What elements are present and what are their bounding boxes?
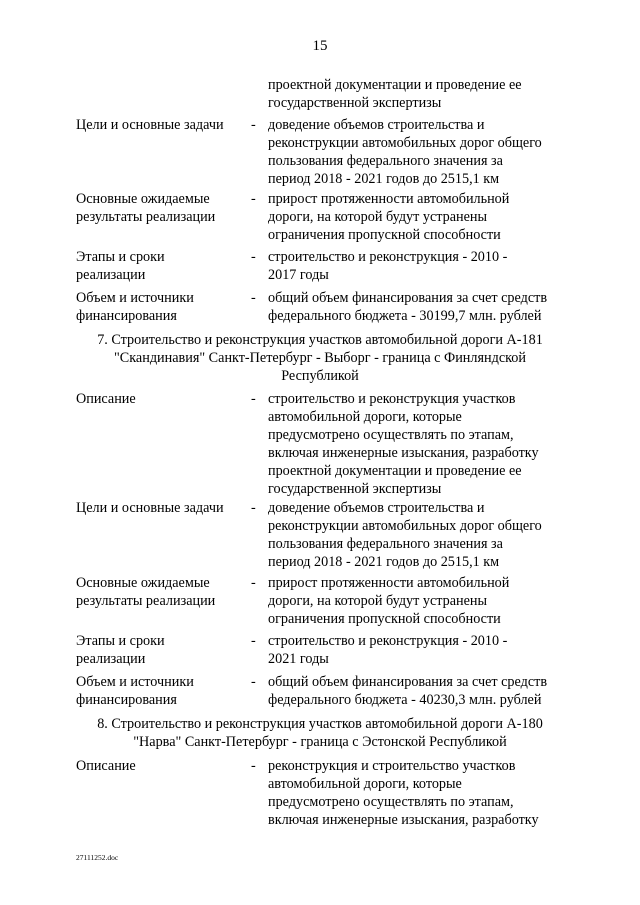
label-line: Этапы и сроки: [76, 249, 165, 265]
label-line: Описание: [76, 391, 136, 407]
value-line: прирост протяженности автомобильной: [268, 191, 510, 207]
label-line: реализации: [76, 267, 146, 283]
field-dash: -: [251, 391, 256, 407]
value-line: общий объем финансирования за счет средств: [268, 674, 548, 690]
value-line: реконструкции автомобильных дорог общего: [268, 518, 542, 534]
field-value: [268, 632, 588, 668]
value-line: общий объем финансирования за счет средств: [268, 290, 548, 306]
value-line: строительство и реконструкция участков: [268, 391, 516, 407]
value-line: реконструкция и строительство участков: [268, 758, 516, 774]
label-line: Цели и основные задачи: [76, 117, 224, 133]
label-line: реализации: [76, 651, 146, 667]
label-line: финансирования: [76, 692, 177, 708]
document-filename: 27111252.doc: [76, 853, 119, 862]
field-dash: -: [251, 290, 256, 306]
label-line: Объем и источники: [76, 674, 194, 690]
field-dash: -: [251, 117, 256, 133]
heading-line: Республикой: [281, 368, 359, 384]
heading-line: 8. Строительство и реконструкция участков автомобильной дороги А-180: [97, 716, 543, 732]
value-line: автомобильной дороги, которые: [268, 409, 462, 425]
value-line: дороги, на которой будут устранены: [268, 209, 488, 225]
value-line: 2021 годы: [268, 651, 329, 667]
field-value: [268, 390, 588, 498]
field-dash: -: [251, 575, 256, 591]
label-line: Этапы и сроки: [76, 633, 165, 649]
field-label: [76, 390, 248, 408]
label-line: результаты реализации: [76, 593, 216, 609]
value-line: реконструкции автомобильных дорог общего: [268, 135, 542, 151]
label-line: Описание: [76, 758, 136, 774]
field-value: [268, 499, 588, 571]
field-label: [76, 574, 248, 610]
value-line: строительство и реконструкция - 2010 -: [268, 249, 508, 265]
value-line: автомобильной дороги, которые: [268, 776, 462, 792]
field-label: [76, 757, 248, 775]
value-line: государственной экспертизы: [268, 95, 442, 111]
heading-line: 7. Строительство и реконструкция участков автомобильной дороги А-181: [97, 332, 543, 348]
field-label: [76, 116, 248, 134]
value-line: пользования федерального значения за: [268, 153, 503, 169]
value-line: доведение объемов строительства и: [268, 117, 485, 133]
field-dash: -: [251, 500, 256, 516]
field-value: [268, 116, 588, 188]
value-line: федерального бюджета - 30199,7 млн. рублей: [268, 308, 542, 324]
field-label: [76, 289, 248, 325]
field-value: [268, 673, 588, 709]
label-line: Основные ожидаемые: [76, 575, 210, 591]
value-line: период 2018 - 2021 годов до 2515,1 км: [268, 171, 500, 187]
field-value: [268, 757, 588, 829]
field-label: [76, 673, 248, 709]
value-line: проектной документации и проведение ее: [268, 463, 522, 479]
label-line: Основные ожидаемые: [76, 191, 210, 207]
field-label: [76, 190, 248, 226]
label-line: Цели и основные задачи: [76, 500, 224, 516]
section-heading: [0, 331, 640, 385]
value-line: период 2018 - 2021 годов до 2515,1 км: [268, 554, 500, 570]
label-line: Объем и источники: [76, 290, 194, 306]
value-line: федерального бюджета - 40230,3 млн. рублей: [268, 692, 542, 708]
field-value: [268, 574, 588, 628]
value-line: пользования федерального значения за: [268, 536, 503, 552]
field-dash: -: [251, 191, 256, 207]
label-line: финансирования: [76, 308, 177, 324]
value-line: проектной документации и проведение ее: [268, 77, 522, 93]
heading-line: "Нарва" Санкт-Петербург - граница с Эстонской Республикой: [133, 734, 507, 750]
heading-line: "Скандинавия" Санкт-Петербург - Выборг - граница с Финляндской: [114, 350, 526, 366]
value-line: прирост протяженности автомобильной: [268, 575, 510, 591]
field-label: [76, 248, 248, 284]
field-value: [268, 248, 588, 284]
section-heading: [0, 715, 640, 751]
value-line: включая инженерные изыскания, разработку: [268, 812, 539, 828]
page-number: 15: [312, 38, 328, 54]
value-line: включая инженерные изыскания, разработку: [268, 445, 539, 461]
field-dash: -: [251, 674, 256, 690]
value-line: 2017 годы: [268, 267, 329, 283]
value-line: ограничения пропускной способности: [268, 611, 501, 627]
label-line: результаты реализации: [76, 209, 216, 225]
value-line: предусмотрено осуществлять по этапам,: [268, 794, 514, 810]
field-value: [268, 190, 588, 244]
field-value: [268, 289, 588, 325]
field-dash: -: [251, 249, 256, 265]
value-line: дороги, на которой будут устранены: [268, 593, 488, 609]
value-line: государственной экспертизы: [268, 481, 442, 497]
field-dash: -: [251, 758, 256, 774]
field-dash: -: [251, 633, 256, 649]
field-label: [76, 499, 248, 517]
value-line: доведение объемов строительства и: [268, 500, 485, 516]
value-line: строительство и реконструкция - 2010 -: [268, 633, 508, 649]
value-line: ограничения пропускной способности: [268, 227, 501, 243]
field-value: [268, 76, 588, 112]
value-line: предусмотрено осуществлять по этапам,: [268, 427, 514, 443]
field-label: [76, 632, 248, 668]
